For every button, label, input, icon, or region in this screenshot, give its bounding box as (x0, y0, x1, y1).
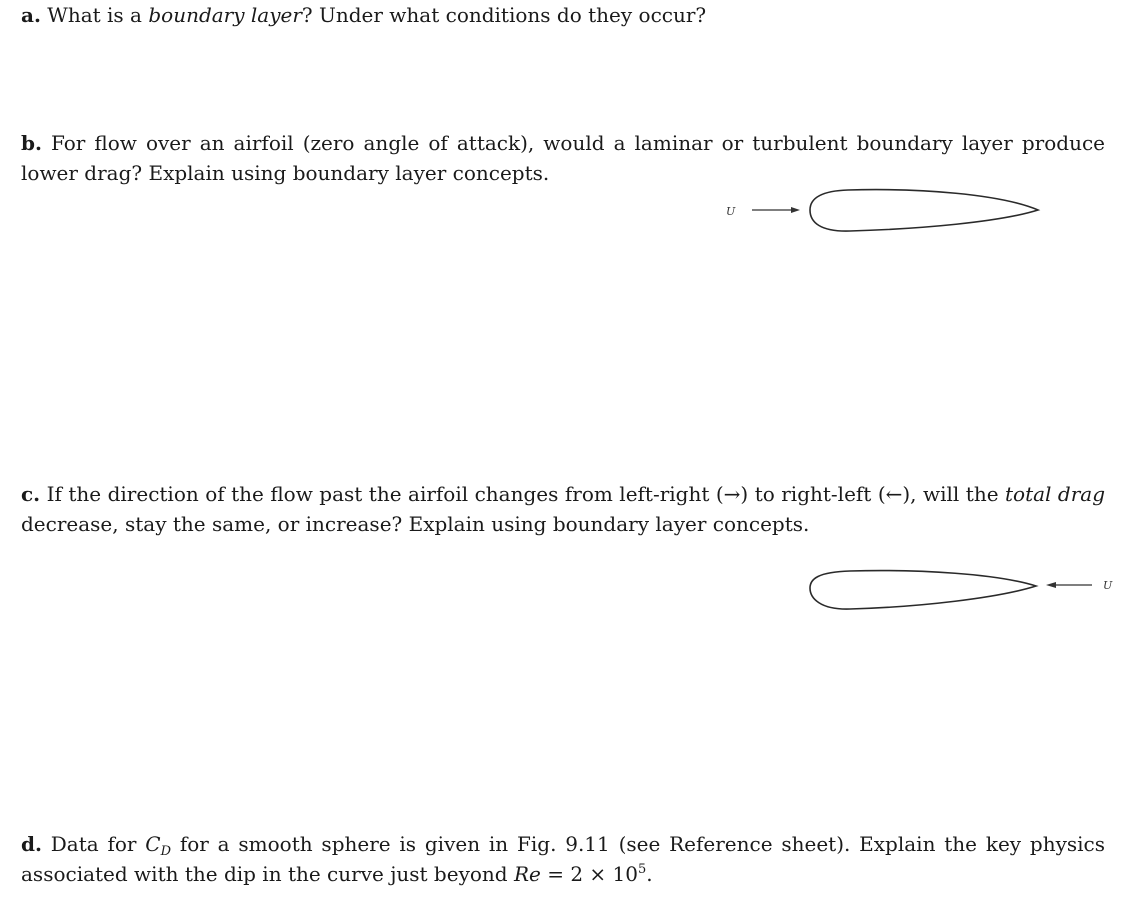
airfoil-figure-left-to-right (720, 182, 1050, 242)
math-subscript: D (160, 844, 172, 859)
math-variable: C (145, 832, 161, 856)
question-a (21, 0, 1105, 30)
airfoil-outline (810, 190, 1038, 231)
question-text: for a smooth sphere is given in Fig. 9.11 (see Reference sheet). Explain the key physics associated with the dip in the curve just beyond (21, 832, 1105, 886)
math-exponent: 5 (637, 862, 647, 877)
question-text: What is a (40, 3, 149, 27)
question-term: total drag (1005, 482, 1105, 506)
math-variable: Re (513, 862, 541, 886)
flow-velocity-label: U (1103, 579, 1113, 592)
question-text: decrease, stay the same, or increase? Explain using boundary layer concepts. (21, 512, 810, 536)
question-term: boundary layer (148, 3, 302, 27)
airfoil-outline (810, 571, 1036, 609)
question-label: b. (21, 131, 42, 155)
question-d (21, 829, 1105, 889)
airfoil-diagram (720, 182, 1050, 242)
question-b (21, 128, 1105, 188)
question-c (21, 479, 1105, 539)
airfoil-figure-right-to-left (800, 560, 1124, 620)
question-text: If the direction of the flow past the airfoil changes from left-right (→) to right-left (←), will the (40, 482, 1005, 506)
question-text: . (646, 862, 653, 886)
question-text: Data for (41, 832, 146, 856)
math-value: = 2 × 10 (540, 862, 638, 886)
flow-velocity-label: U (726, 205, 736, 218)
flow-arrow-head (791, 207, 800, 213)
airfoil-diagram (800, 560, 1124, 620)
question-text: ? Under what conditions do they occur? (301, 3, 707, 27)
question-label: d. (21, 832, 42, 856)
question-text: For flow over an airfoil (zero angle of attack), would a laminar or turbulent boundary layer produce lower drag? Explain using boundary layer concepts. (21, 131, 1105, 185)
question-label: a. (21, 3, 41, 27)
question-label: c. (21, 482, 41, 506)
